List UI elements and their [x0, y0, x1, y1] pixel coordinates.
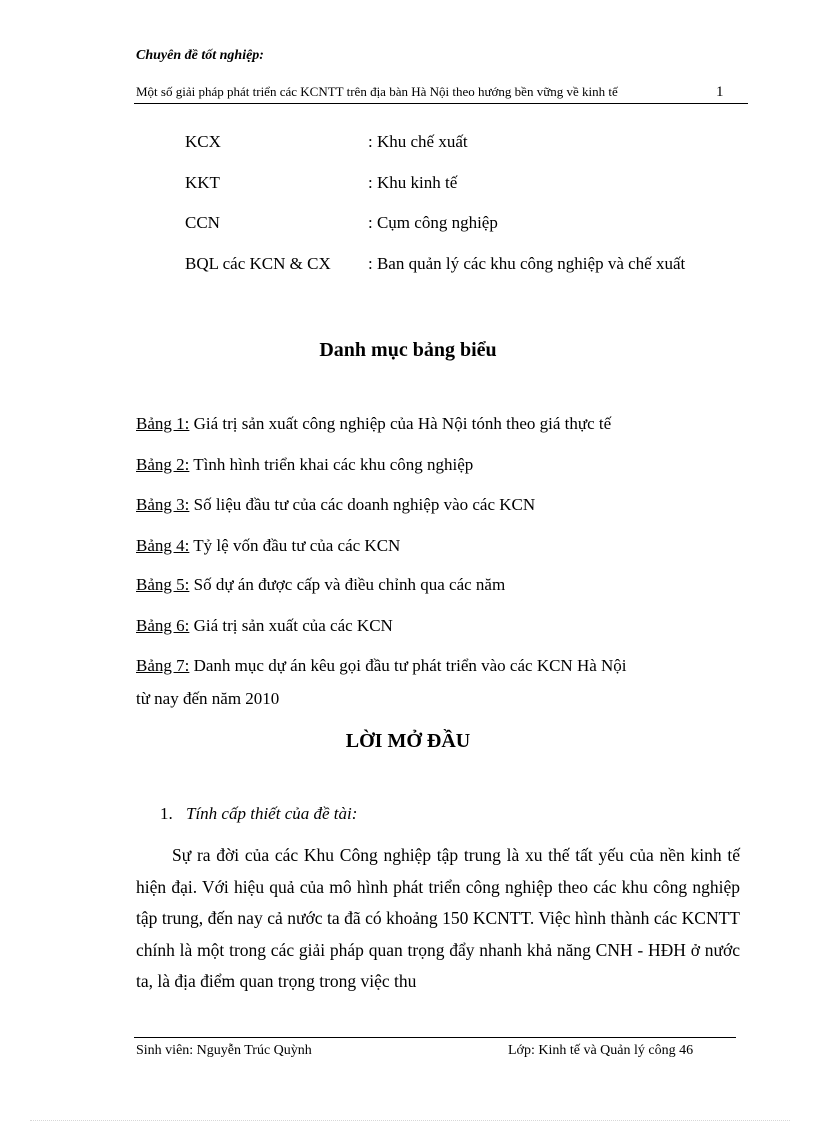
abbreviation-definition: : Khu kinh tế: [368, 173, 458, 192]
header-title: Chuyên đề tốt nghiệp:: [136, 48, 264, 63]
page-number: 1: [716, 84, 724, 100]
tables-heading: Danh mục bảng biểu: [319, 339, 497, 361]
abbreviation-term: KCX: [185, 132, 221, 151]
table-label: Bảng 3:: [136, 495, 190, 514]
table-caption-continuation: từ nay đến năm 2010: [136, 689, 280, 708]
section-heading: [160, 804, 357, 824]
header-divider: [134, 103, 748, 104]
section-number: 1.: [160, 804, 173, 823]
abbreviation-term: CCN: [185, 213, 220, 232]
table-list-item: [136, 536, 400, 556]
table-list-item: [136, 575, 505, 595]
table-caption: Giá trị sản xuất của các KCN: [189, 616, 393, 635]
abbreviation-term: KKT: [185, 173, 220, 192]
section-title: Tính cấp thiết của đề tài:: [186, 804, 358, 823]
table-label: Bảng 6:: [136, 616, 190, 635]
table-label: Bảng 7:: [136, 656, 190, 675]
table-label: Bảng 2:: [136, 455, 190, 474]
table-caption: Tình hình triển khai các khu công nghiệp: [189, 455, 474, 474]
table-label: Bảng 1:: [136, 414, 190, 433]
table-caption: Số liệu đầu tư của các doanh nghiệp vào các KCN: [189, 495, 536, 514]
footer-student: Sinh viên: Nguyễn Trúc Quỳnh: [136, 1043, 312, 1058]
table-list-item: [136, 656, 627, 676]
abbreviation-definition: : Khu chế xuất: [368, 132, 468, 151]
abbreviation-term: BQL các KCN & CX: [185, 254, 331, 273]
footer-divider: [134, 1037, 736, 1038]
table-label: Bảng 5:: [136, 575, 190, 594]
body-paragraph: Sự ra đời của các Khu Công nghiệp tập trung là xu thế tất yếu của nền kinh tế hiện đại. Với hiệu quả của mô hình phát triển công nghiệp theo các khu công nghiệp tập trung, đến nay cả nước ta đã có khoảng 150 KCNTT. Việc hình thành các KCNTT chính là một trong các giải pháp quan trọng đẩy nhanh khả năng CNH - HĐH ở nước ta, là địa điểm quan trọng trong việc thu: [136, 845, 740, 992]
header-subtitle: Một số giải pháp phát triển các KCNTT trên địa bàn Hà Nội theo hướng bền vững về kinh tế: [136, 84, 618, 99]
abbreviation-definition: : Cụm công nghiệp: [368, 213, 498, 232]
page-edge-divider: [30, 1120, 790, 1121]
table-list-item: [136, 455, 473, 475]
footer-class: Lớp: Kinh tế và Quản lý công 46: [508, 1043, 694, 1058]
table-list-item: [136, 414, 611, 434]
table-list-item: [136, 616, 393, 636]
abbreviation-definition: : Ban quản lý các khu công nghiệp và chế xuất: [368, 254, 686, 273]
table-caption: Số dự án được cấp và điều chỉnh qua các năm: [189, 575, 506, 594]
table-list-item: [136, 495, 535, 515]
intro-heading: LỜI MỞ ĐẦU: [345, 730, 471, 752]
table-label: Bảng 4:: [136, 536, 190, 555]
table-caption: Giá trị sản xuất công nghiệp của Hà Nội tónh theo giá thực tế: [189, 414, 612, 433]
table-caption: Tỷ lệ vốn đầu tư của các KCN: [189, 536, 401, 555]
table-caption: Danh mục dự án kêu gọi đầu tư phát triển vào các KCN Hà Nội: [189, 656, 627, 675]
